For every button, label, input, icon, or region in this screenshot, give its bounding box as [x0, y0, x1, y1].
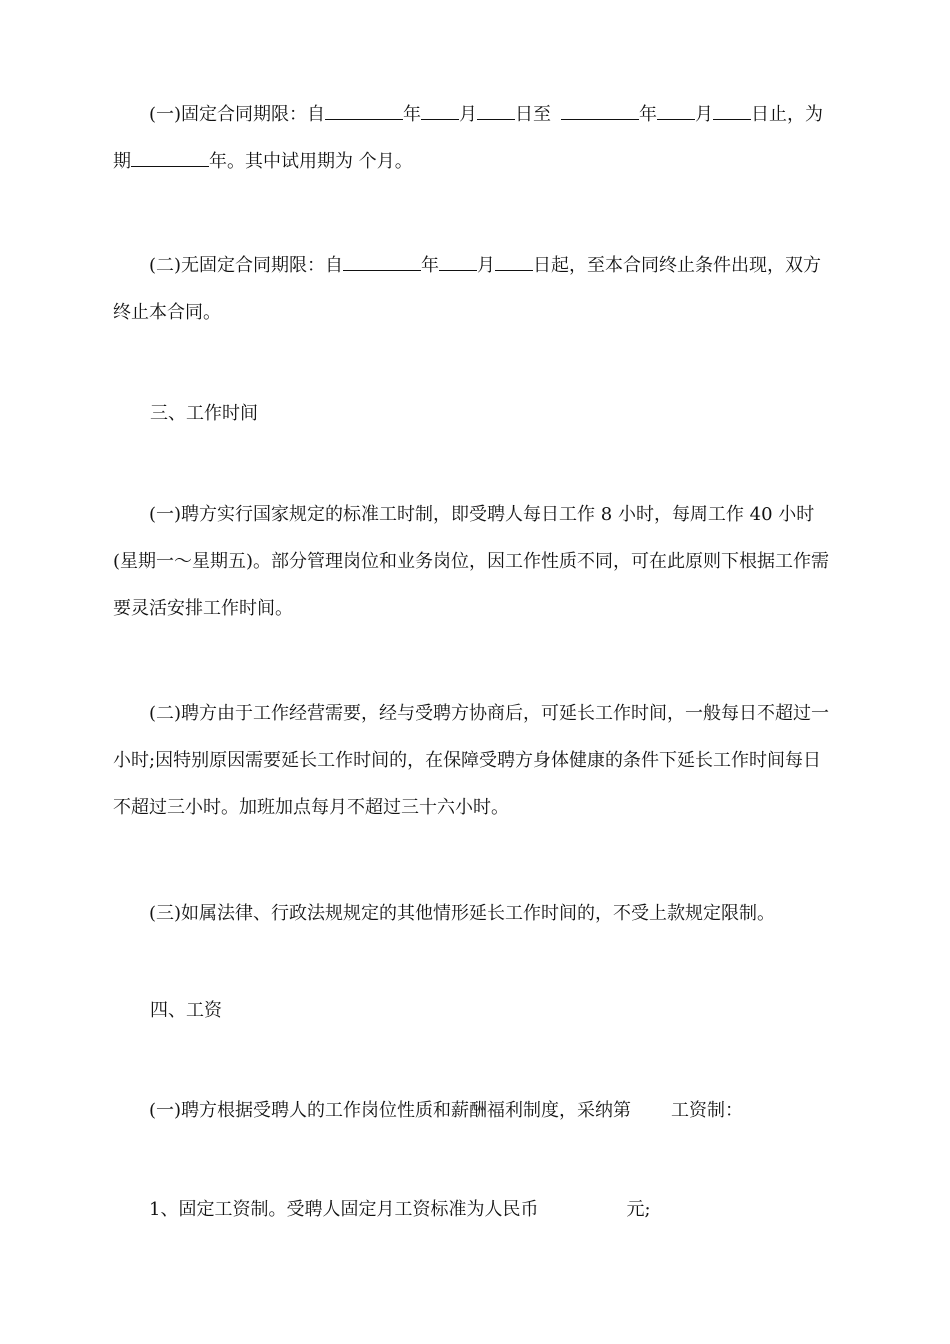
label-day-to: 日至	[515, 104, 552, 125]
label-trial-period: 年。其中试用期为 个月。	[209, 151, 413, 172]
fixed-salary-suffix: 元;	[626, 1199, 651, 1220]
label-year: 年	[403, 104, 422, 125]
fixed-salary-prefix: 1、固定工资制。受聘人固定月工资标准为人民币	[149, 1199, 539, 1220]
label-year: 年	[639, 104, 658, 125]
paragraph-open-term	[113, 242, 838, 336]
label-year: 年	[421, 255, 440, 276]
blank-end-day	[713, 103, 751, 120]
paragraph-fixed-term	[113, 91, 838, 185]
label-month: 月	[477, 255, 496, 276]
blank-start-day	[477, 103, 515, 120]
blank-open-year	[343, 254, 421, 271]
blank-open-day	[495, 254, 533, 271]
blank-duration-years	[131, 150, 209, 167]
paragraph-fixed-salary	[113, 1186, 838, 1233]
blank-end-year	[561, 103, 639, 120]
label-month: 月	[695, 104, 714, 125]
paragraph-salary-system	[113, 1087, 838, 1134]
blank-open-month	[439, 254, 477, 271]
blank-start-month	[421, 103, 459, 120]
salary-system-suffix: 工资制：	[671, 1100, 744, 1121]
salary-system-prefix: (一)聘方根据受聘人的工作岗位性质和薪酬福利制度，采纳第	[149, 1100, 632, 1121]
label-day-end-duration: 日止，为期	[113, 104, 824, 172]
paragraph-standard-hours: (一)聘方实行国家规定的标准工时制，即受聘人每日工作 8 小时，每周工作 40 小时(星期一～星期五)。部分管理岗位和业务岗位，因工作性质不同，可在此原则下根据工作需要灵活安排工作时间。	[113, 504, 830, 619]
open-term-suffix: 日起，至本合同终止条件出现，双方终止本合同。	[113, 255, 822, 323]
heading-working-hours: 三、工作时间	[150, 403, 258, 424]
heading-salary: 四、工资	[150, 1000, 222, 1021]
paragraph-overtime: (二)聘方由于工作经营需要，经与受聘方协商后，可延长工作时间，一般每日不超过一小时;因特别原因需要延长工作时间的，在保障受聘方身体健康的条件下延长工作时间每日不超过三小时。加班加点每月不超过三十六小时。	[113, 703, 830, 818]
open-term-prefix: (二)无固定合同期限：自	[149, 255, 344, 276]
blank-start-year	[325, 103, 403, 120]
blank-end-month	[657, 103, 695, 120]
fixed-term-prefix: (一)固定合同期限：自	[149, 104, 326, 125]
label-month: 月	[459, 104, 478, 125]
paragraph-overtime-exception: (三)如属法律、行政法规规定的其他情形延长工作时间的，不受上款规定限制。	[149, 903, 776, 924]
